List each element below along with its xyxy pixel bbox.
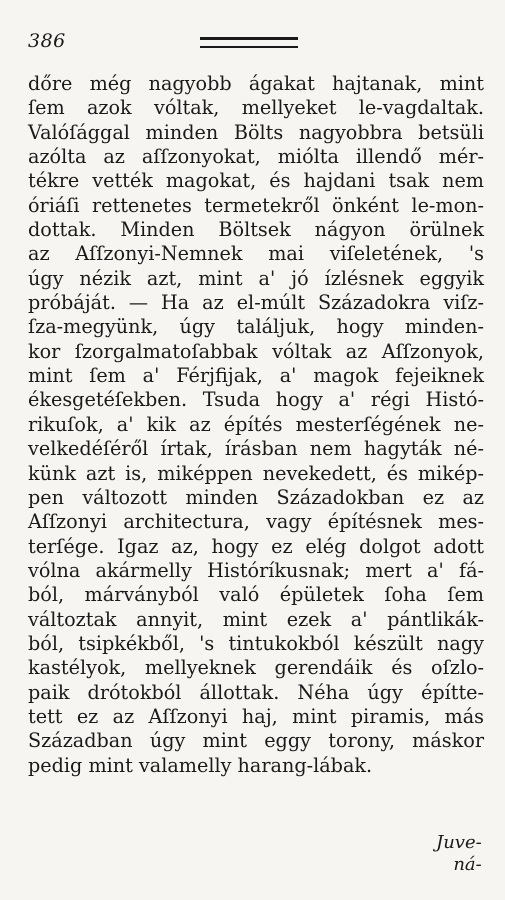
text-line: tékre vették magokat, és hajdani tsak nem xyxy=(28,169,484,193)
text-line: terſége. Igaz az, hogy ez elég dolgot adott xyxy=(28,534,484,558)
text-line: ſem azok vóltak, mellyeket le-vagdaltak. xyxy=(28,96,484,120)
text-line: úgy nézik azt, mint a' jó ízlésnek eggyik xyxy=(28,266,484,290)
text-line: vólna akármelly Históríkusnak; mert a' fá- xyxy=(28,558,484,582)
catchword: Juve- ná- xyxy=(436,832,482,875)
text-line: kor ſzorgalmatoſabbak vóltak az Aſſzonyok, xyxy=(28,339,484,363)
text-line: künk azt is, miképpen nevekedett, és mikép- xyxy=(28,461,484,485)
text-line: paik drótokból állottak. Néha úgy építte- xyxy=(28,680,484,704)
body-text xyxy=(28,72,484,778)
header-rule-thin-line xyxy=(200,46,298,48)
header-rule-thick-line xyxy=(200,37,298,40)
text-line: kastélyok, mellyeknek gerendáik és oſzlo- xyxy=(28,656,484,680)
header-rule xyxy=(200,37,298,48)
text-line: mint ſem a' Férjfijak, a' magok fejeiknek xyxy=(28,364,484,388)
text-line: az Aſſzonyi-Nemnek mai viſeletének, 's xyxy=(28,242,484,266)
text-line: pen változott minden Századokban ez az xyxy=(28,485,484,509)
text-line: azólta az aſſzonyokat, miólta illendő mér- xyxy=(28,145,484,169)
text-line: velkedéſéről írtak, írásban nem hagyták né- xyxy=(28,437,484,461)
text-line: óriáſi rettenetes termetekről önként le-mon- xyxy=(28,193,484,217)
text-line: ból, tsipkékből, 's tintukokból készült nagy xyxy=(28,631,484,655)
text-line: Aſſzonyi architectura, vagy építésnek mes- xyxy=(28,510,484,534)
text-line: próbáját. — Ha az el-múlt Századokra viſz- xyxy=(28,291,484,315)
text-line: dottak. Minden Böltsek nágyon örülnek xyxy=(28,218,484,242)
text-line: Században úgy mint eggy torony, máskor xyxy=(28,729,484,753)
page-number: 386 xyxy=(28,30,66,52)
text-line: dőre még nagyobb ágakat hajtanak, mint xyxy=(28,72,484,95)
text-line: ſza-megyünk, úgy találjuk, hogy minden- xyxy=(28,315,484,339)
text-line: rikuſok, a' kik az építés mesterſégének ne- xyxy=(28,412,484,436)
text-line: változtak annyit, mint ezek a' pántlikák- xyxy=(28,607,484,631)
text-line: pedig mint valamelly harang-lábak. xyxy=(28,753,373,777)
text-line: Valóſággal minden Bölts nagyobbra betsüli xyxy=(28,120,484,144)
text-line: tett ez az Aſſzonyi haj, mint piramis, más xyxy=(28,704,484,728)
text-line: ékesgetéſekben. Tsuda hogy a' régi Histó- xyxy=(28,388,484,412)
text-line: ból, márványból való épületek ſoha ſem xyxy=(28,583,484,607)
